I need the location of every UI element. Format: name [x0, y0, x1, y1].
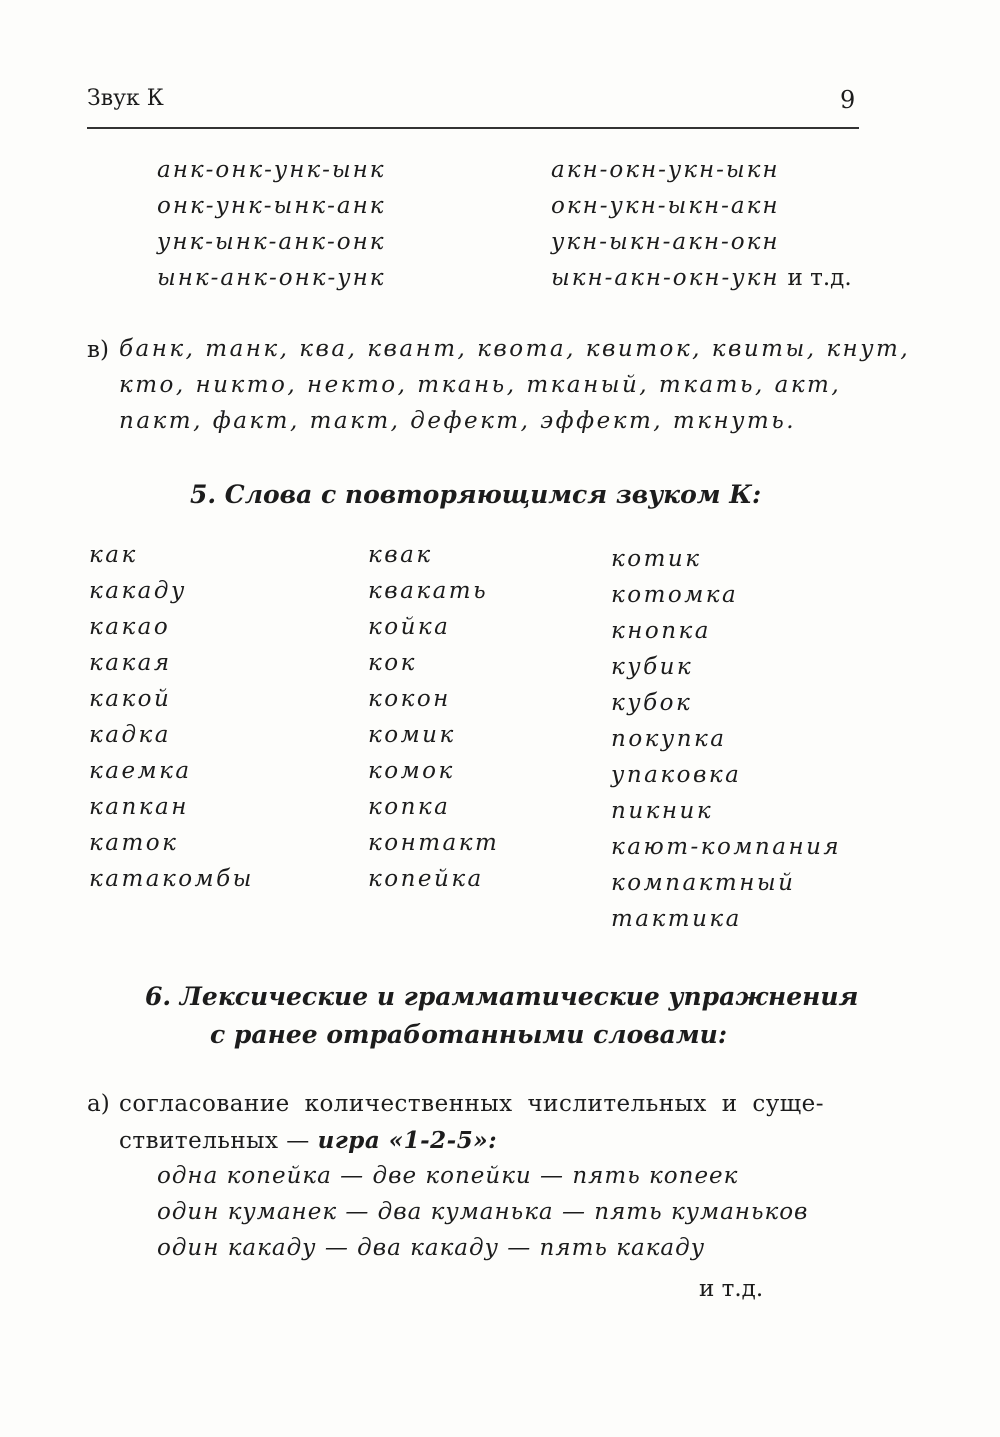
word: какая [89, 650, 172, 676]
word: кубок [611, 690, 693, 716]
running-head: Звук К [87, 86, 164, 111]
example-line: один какаду — два какаду — пять какаду [157, 1235, 706, 1261]
syllable-right: ыкн-акн-окн-укн и т.д. [551, 265, 852, 291]
etc-label: и т.д. [699, 1276, 764, 1302]
word: каемка [89, 758, 192, 784]
example-line: одна копейка — две копейки — пять копеек [157, 1163, 739, 1189]
item-v-label: в) [87, 337, 109, 363]
word: котомка [611, 582, 739, 608]
etc-label: и т.д. [787, 265, 852, 291]
syllable-right: укн-ыкн-акн-окн [551, 229, 780, 255]
word: кубик [611, 654, 694, 680]
word: катакомбы [89, 866, 254, 892]
word: кадка [89, 722, 171, 748]
word-column-1 [89, 542, 254, 902]
word: копейка [368, 866, 484, 892]
word: кают-компания [611, 834, 842, 860]
syllable-left: унк-ынк-анк-онк [157, 229, 386, 255]
word: покупка [611, 726, 727, 752]
word: контакт [368, 830, 500, 856]
header-rule [87, 127, 859, 129]
word: как [89, 542, 138, 568]
word: капкан [89, 794, 189, 820]
word: пикник [611, 798, 714, 824]
word: каток [89, 830, 179, 856]
syllable-left: онк-унк-ынк-анк [157, 193, 386, 219]
syllable-left: анк-онк-унк-ынк [157, 157, 386, 183]
word-column-2 [368, 542, 499, 902]
word: упаковка [611, 762, 742, 788]
item-a-text-line1: согласование количественных числительных и суще- [119, 1091, 825, 1117]
word: компактный [611, 870, 796, 896]
word: какао [89, 614, 171, 640]
section-6-heading-line1: 6. Лексические и грамматические упражнения [145, 982, 859, 1011]
example-line: один куманек — два куманька — пять куманьков [157, 1199, 809, 1225]
word: квак [368, 542, 433, 568]
syllable-right: окн-укн-ыкн-акн [551, 193, 780, 219]
word: комик [368, 722, 456, 748]
word: копка [368, 794, 451, 820]
word: какаду [89, 578, 187, 604]
word: койка [368, 614, 451, 640]
page-number: 9 [840, 86, 856, 114]
word: котик [611, 546, 702, 572]
word: тактика [611, 906, 742, 932]
word-column-3 [611, 546, 841, 942]
word: кнопка [611, 618, 711, 644]
syllable-left: ынк-анк-онк-унк [157, 265, 386, 291]
word: квакать [368, 578, 489, 604]
word: кок [368, 650, 417, 676]
item-a-label: а) [87, 1091, 110, 1117]
word: кокон [368, 686, 451, 712]
game-name: игра «1-2-5»: [317, 1127, 498, 1154]
section-5-heading: 5. Слова с повторяющимся звуком К: [190, 480, 762, 509]
word: комок [368, 758, 455, 784]
word: какой [89, 686, 172, 712]
item-v-line: банк, танк, ква, квант, квота, квиток, квиты, кнут, [119, 336, 911, 362]
syllable-right: акн-окн-укн-ыкн [551, 157, 780, 183]
item-v-line: пакт, факт, такт, дефект, эффект, ткнуть. [119, 408, 797, 434]
section-6-heading-line2: с ранее отработанными словами: [210, 1020, 728, 1049]
item-a-text-line2: ствительных — игра «1-2-5»: [119, 1127, 498, 1154]
item-v-line: кто, никто, некто, ткань, тканый, ткать, акт, [119, 372, 842, 398]
